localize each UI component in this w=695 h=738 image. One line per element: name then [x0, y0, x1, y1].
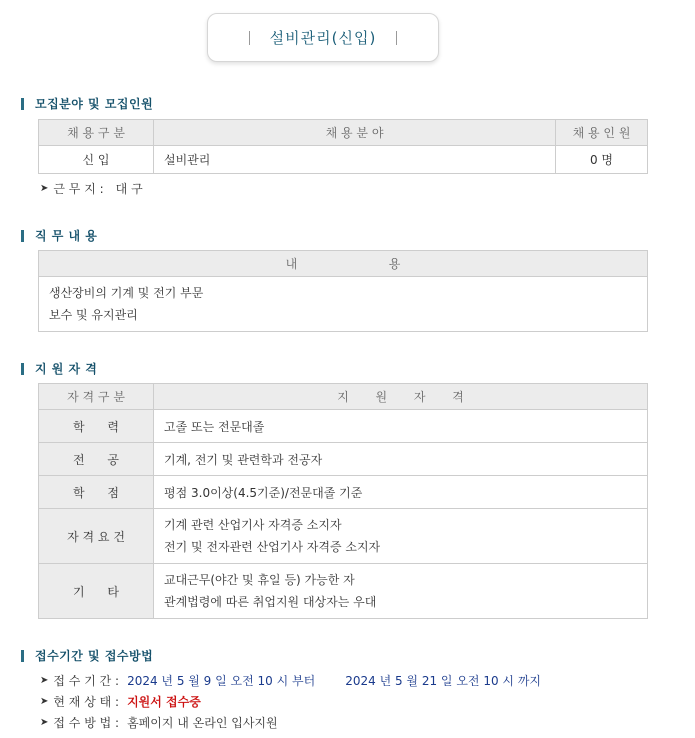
apply-status-value: 지원서 접수중	[127, 695, 201, 709]
work-place-label: 근 무 지 :	[53, 182, 104, 196]
duty-header: 내 용	[39, 251, 648, 277]
table-row	[39, 277, 648, 332]
section-duty-heading	[21, 227, 97, 244]
section-marker-icon	[21, 230, 24, 242]
work-place-value: 대 구	[115, 182, 143, 196]
qual-line: 교대근무(야간 및 휴일 등) 가능한 자	[164, 573, 355, 587]
qual-line: 관계법령에 따른 취업지원 대상자는 우대	[164, 595, 377, 609]
recruit-field-cell: 설비관리	[154, 146, 556, 174]
col-field-header: 채 용 분 야	[154, 120, 556, 146]
qual-value-cell	[154, 509, 648, 564]
table-header-row	[39, 120, 648, 146]
arrow-right-icon: ➤	[40, 696, 49, 707]
section-apply-title: 접수기간 및 접수방법	[35, 649, 154, 663]
apply-period-end: 2024 년 5 월 21 일 오전 10 시 까지	[345, 674, 541, 688]
qual-value-cell: 고졸 또는 전문대졸	[154, 410, 648, 443]
page-title: 설비관리(신입)	[269, 29, 377, 47]
qual-content-header: 지 원 자 격	[154, 384, 648, 410]
table-row	[39, 443, 648, 476]
section-qual-heading	[21, 360, 97, 377]
title-divider-right	[396, 31, 397, 45]
qual-line: 전기 및 전자관련 산업기사 자격증 소지자	[164, 540, 381, 554]
table-row	[39, 410, 648, 443]
col-count-header: 채 용 인 원	[556, 120, 648, 146]
qual-label-cell: 전 공	[39, 443, 154, 476]
section-marker-icon	[21, 363, 24, 375]
qual-value-cell: 평점 3.0이상(4.5기준)/전문대졸 기준	[154, 476, 648, 509]
qual-label-cell: 학 력	[39, 410, 154, 443]
qual-line: 기계 관련 산업기사 자격증 소지자	[164, 518, 342, 532]
col-type-header: 채 용 구 분	[39, 120, 154, 146]
apply-status-label: 현 재 상 태 :	[53, 695, 120, 709]
table-header-row	[39, 384, 648, 410]
apply-method-value: 홈페이지 내 온라인 입사지원	[127, 716, 278, 730]
title-divider-left	[249, 31, 250, 45]
page-title-box	[207, 13, 439, 62]
recruit-type-cell: 신 입	[39, 146, 154, 174]
section-marker-icon	[21, 650, 24, 662]
qual-type-header: 자 격 구 분	[39, 384, 154, 410]
qual-label-cell: 기 타	[39, 564, 154, 619]
table-row	[39, 476, 648, 509]
table-row	[39, 564, 648, 619]
recruit-count-cell: 0 명	[556, 146, 648, 174]
qual-label-cell: 자 격 요 건	[39, 509, 154, 564]
section-marker-icon	[21, 98, 24, 110]
duty-table	[38, 250, 648, 332]
apply-method-row	[40, 714, 278, 731]
section-qual-title: 지 원 자 격	[35, 362, 98, 376]
recruit-table	[38, 119, 648, 174]
qual-value-cell: 기계, 전기 및 관련학과 전공자	[154, 443, 648, 476]
apply-method-label: 접 수 방 법 :	[53, 716, 120, 730]
arrow-right-icon: ➤	[40, 675, 49, 686]
apply-status-row	[40, 693, 201, 710]
qual-table	[38, 383, 648, 619]
duty-line: 생산장비의 기계 및 전기 부문	[49, 286, 204, 300]
section-recruit-title: 모집분야 및 모집인원	[35, 97, 154, 111]
qual-label-cell: 학 점	[39, 476, 154, 509]
duty-line: 보수 및 유지관리	[49, 308, 138, 322]
arrow-right-icon: ➤	[40, 183, 49, 194]
section-apply-heading	[21, 647, 153, 664]
duty-content-cell	[39, 277, 648, 332]
table-header-row	[39, 251, 648, 277]
section-recruit-heading	[21, 95, 153, 112]
apply-period-start: 2024 년 5 월 9 일 오전 10 시 부터	[127, 674, 316, 688]
arrow-right-icon: ➤	[40, 717, 49, 728]
table-row	[39, 509, 648, 564]
apply-period-row	[40, 672, 541, 689]
table-row	[39, 146, 648, 174]
work-place-row	[40, 180, 143, 197]
qual-value-cell	[154, 564, 648, 619]
section-duty-title: 직 무 내 용	[35, 229, 98, 243]
apply-period-label: 접 수 기 간 :	[53, 674, 120, 688]
